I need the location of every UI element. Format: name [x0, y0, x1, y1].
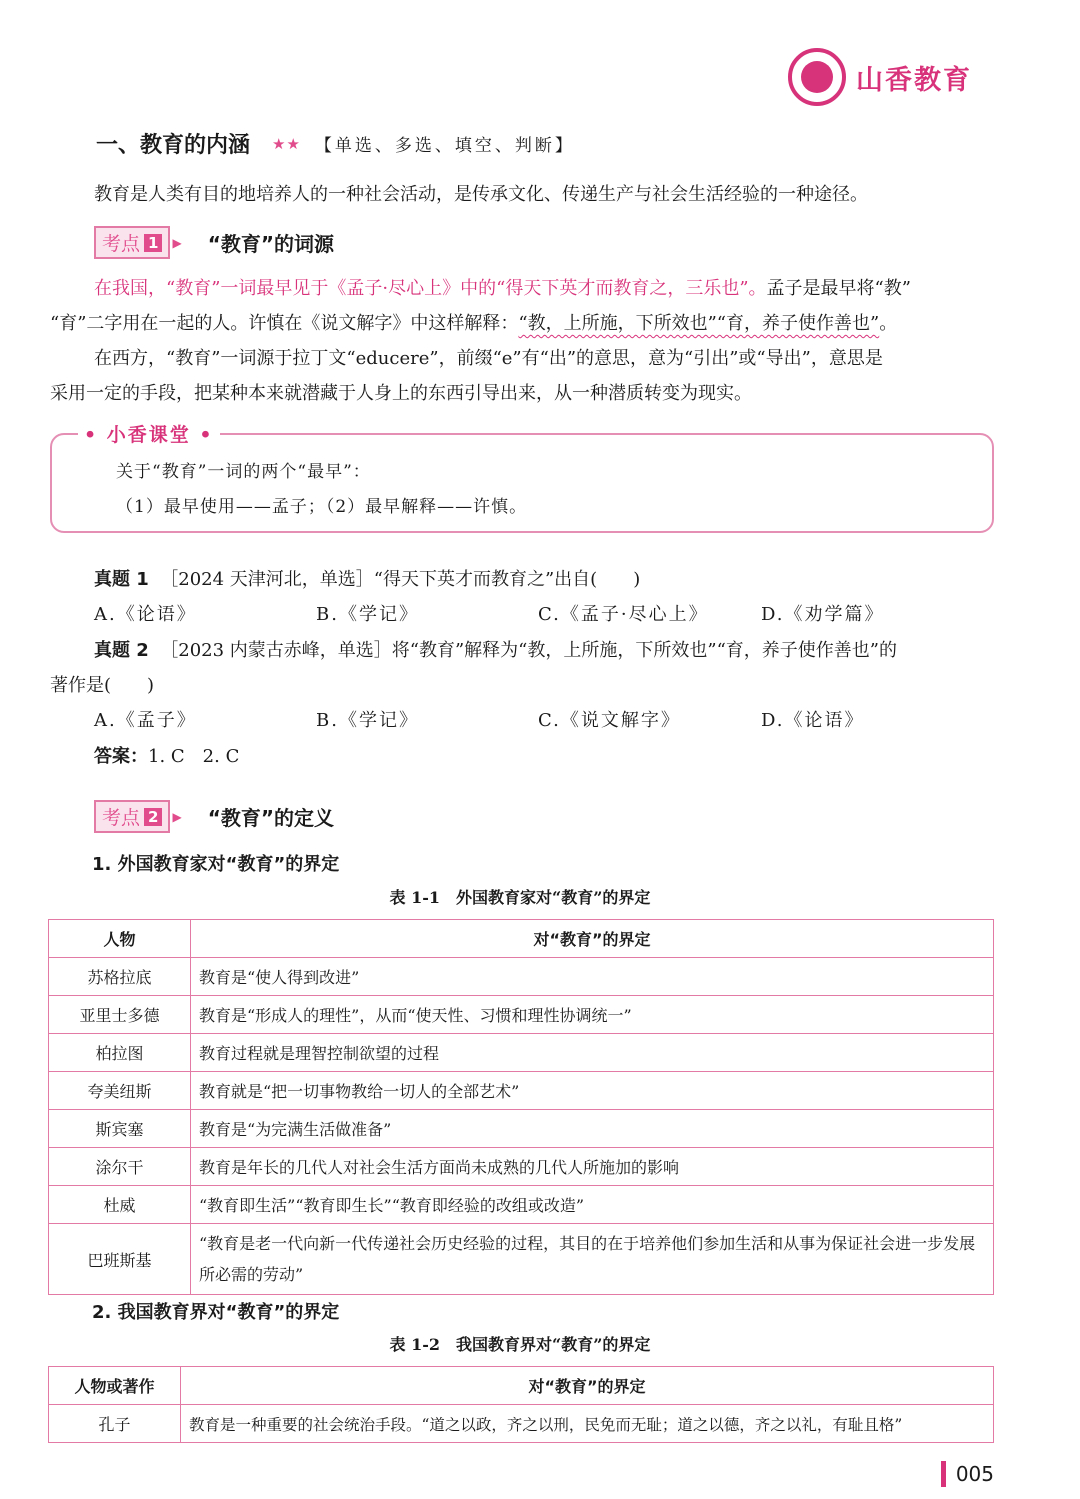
kaodian-number: 1	[144, 234, 162, 252]
tip-line-2: （1）最早使用——孟子；（2）最早解释——许慎。	[116, 497, 528, 517]
section-title: 一、教育的内涵	[96, 133, 251, 158]
table-row: 亚里士多德 教育是“形成人的理性”，从而“使天性、习惯和理性协调统一”	[49, 996, 994, 1034]
section-heading	[96, 128, 575, 159]
tip-box	[50, 433, 994, 533]
west-etymology-line-2: 采用一定的手段，把某种本来就潜藏于人身上的东西引导出来，从一种潜质转变为现实。	[50, 383, 752, 404]
importance-stars: ★★	[272, 134, 301, 153]
option-a: A.《孟子》	[94, 710, 197, 731]
table-header	[49, 920, 994, 958]
kaodian-tag: 考点 2	[94, 800, 170, 833]
table-row: 夸美纽斯 教育就是“把一切事物教给一切人的全部艺术”	[49, 1072, 994, 1110]
kaodian-tag: 考点 1	[94, 226, 170, 259]
triangle-icon: ▶	[172, 235, 182, 250]
answers: 答案：1. C 2. C	[94, 746, 240, 767]
table-2	[48, 1366, 994, 1443]
option-a: A.《论语》	[94, 604, 197, 625]
option-d: D.《劝学篇》	[761, 604, 885, 625]
option-c: C.《孟子·尽心上》	[538, 604, 709, 625]
column-header: 对“教育”的界定	[181, 1367, 994, 1405]
column-header: 对“教育”的界定	[191, 920, 994, 958]
question-label: 真题 2	[94, 640, 149, 661]
kaodian-1	[94, 226, 334, 259]
table-row: 涂尔干 教育是年长的几代人对社会生活方面尚未成熟的几代人所施加的影响	[49, 1148, 994, 1186]
option-d: D.《论语》	[761, 710, 865, 731]
table-2-caption: 表 1-2 我国教育界对“教育”的界定	[389, 1335, 651, 1354]
page-number: 005	[941, 1461, 994, 1487]
brand-logo	[788, 48, 972, 106]
wavy-underlined-text: “教，上所施，下所效也”“育，养子使作善也”	[518, 313, 880, 334]
table-row: 柏拉图 教育过程就是理智控制欲望的过程	[49, 1034, 994, 1072]
table-1-caption: 表 1-1 外国教育家对“教育”的界定	[389, 888, 651, 907]
table-header	[49, 1367, 994, 1405]
option-b: B.《学记》	[316, 604, 419, 625]
logo-emblem-icon	[788, 48, 846, 106]
question-2-stem: 真题 2 ［2023 内蒙古赤峰，单选］将“教育”解释为“教，上所施，下所效也”“育，养子使作善也”的	[94, 640, 897, 661]
kaodian-2	[94, 800, 334, 833]
question-label: 真题 1	[94, 569, 149, 590]
subheading-1: 1. 外国教育家对“教育”的界定	[92, 854, 340, 875]
option-c: C.《说文解字》	[538, 710, 681, 731]
intro-text: 教育是人类有目的地培养人的一种社会活动，是传承文化、传递生产与社会生活经验的一种途径。	[94, 184, 868, 205]
option-b: B.《学记》	[316, 710, 419, 731]
subheading-2: 2. 我国教育界对“教育”的界定	[92, 1302, 340, 1323]
west-etymology-line-1: 在西方，“教育”一词源于拉丁文“educere”，前缀“e”有“出”的意思，意为“引出”或“导出”，意思是	[94, 348, 883, 369]
table-row: 杜威 “教育即生活”“教育即生长”“教育即经验的改组或改造”	[49, 1186, 994, 1224]
kaodian-title: “教育”的定义	[207, 806, 334, 830]
etymology-line-2: “育”二字用在一起的人。许慎在《说文解字》中这样解释：“教，上所施，下所效也”“育，养子使作善也”。	[50, 313, 898, 334]
kaodian-title: “教育”的词源	[207, 232, 334, 256]
table-row: 斯宾塞 教育是“为完满生活做准备”	[49, 1110, 994, 1148]
tip-line-1: 关于“教育”一词的两个“最早”：	[116, 462, 371, 482]
column-header: 人物或著作	[49, 1367, 181, 1405]
etymology-line-1: 在我国，“教育”一词最早见于《孟子·尽心上》中的“得天下英才而教育之，三乐也”。孟子是最早将“教”	[94, 278, 911, 299]
triangle-icon: ▶	[172, 809, 182, 824]
brand-name: 山香教育	[856, 64, 972, 96]
table-row: 孔子 教育是一种重要的社会统治手段。“道之以政，齐之以刑，民免而无耻；道之以德，齐之以礼，有耻且格”	[49, 1405, 994, 1443]
highlight-text: 在我国，“教育”一词最早见于《孟子·尽心上》中的“得天下英才而教育之，三乐也”。	[94, 278, 767, 299]
question-1-stem: 真题 1 ［2024 天津河北，单选］“得天下英才而教育之”出自( )	[94, 569, 641, 590]
column-header: 人物	[49, 920, 191, 958]
page-number-bar	[941, 1461, 946, 1487]
table-row: 巴班斯基 “教育是老一代向新一代传递社会历史经验的过程，其目的在于培养他们参加生活和从事为保证社会进一步发展所必需的劳动”	[49, 1224, 994, 1295]
table-1	[48, 919, 994, 1295]
kaodian-number: 2	[144, 808, 162, 826]
question-types: 【单选、多选、填空、判断】	[314, 136, 575, 156]
question-2-stem-cont: 著作是( )	[50, 675, 155, 696]
tip-title: • 小香课堂 •	[78, 420, 220, 447]
table-row: 苏格拉底 教育是“使人得到改进”	[49, 958, 994, 996]
